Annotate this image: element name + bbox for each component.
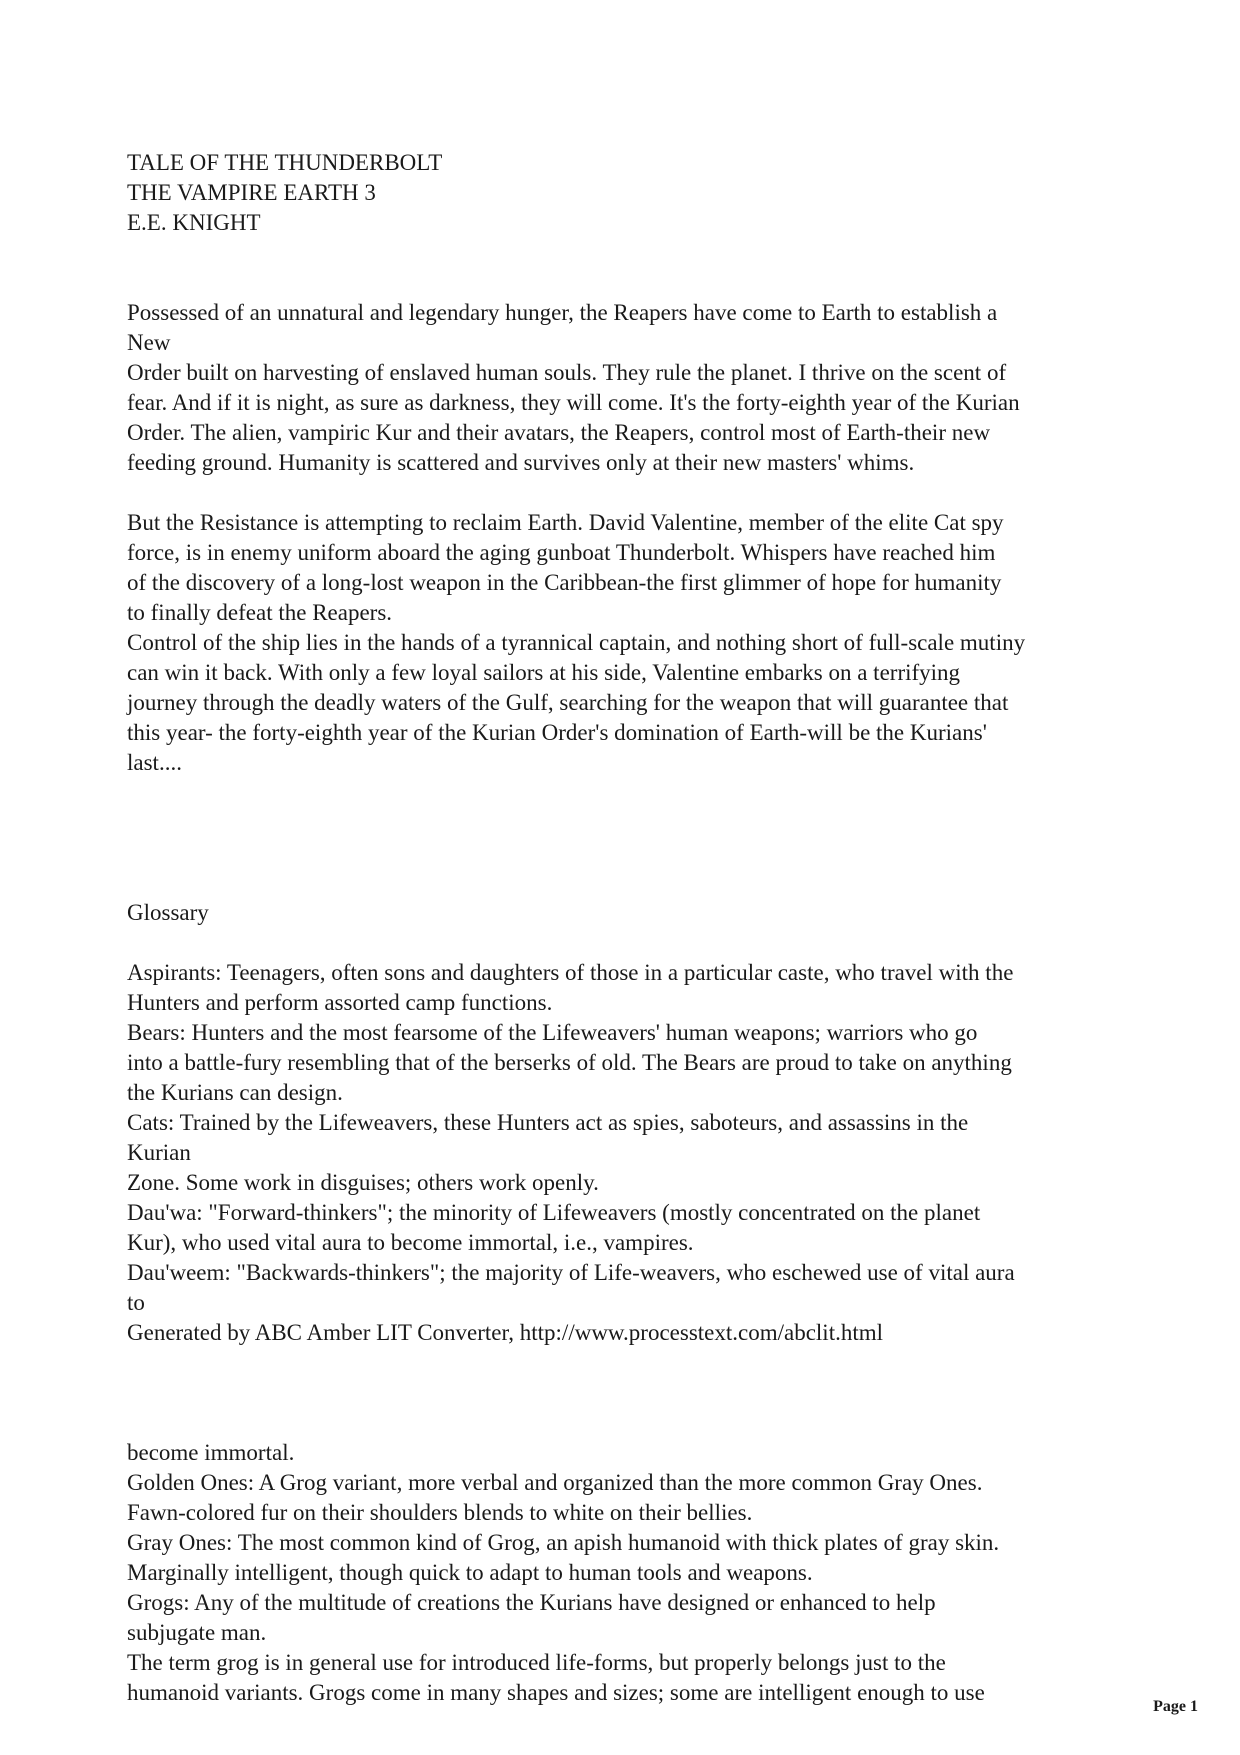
document-page [127, 148, 1127, 1708]
glossary-line: Golden Ones: A Grog variant, more verbal and organized than the more common Gray Ones. [127, 1470, 983, 1495]
glossary-line: to [127, 1290, 145, 1315]
page-number: Page 1 [1153, 1698, 1198, 1715]
glossary-line: become immortal. [127, 1440, 295, 1465]
glossary-heading: Glossary [127, 900, 209, 925]
text-line: Order. The alien, vampiric Kur and their avatars, the Reapers, control most of Earth-their new [127, 420, 991, 445]
glossary-line: humanoid variants. Grogs come in many shapes and sizes; some are intelligent enough to use [127, 1680, 985, 1705]
blurb-paragraph-2 [127, 508, 1127, 778]
text-line: journey through the deadly waters of the Gulf, searching for the weapon that will guarantee that [127, 690, 1009, 715]
author-name: E.E. KNIGHT [127, 210, 261, 235]
glossary-line: Aspirants: Teenagers, often sons and daughters of those in a particular caste, who travel with the [127, 960, 1014, 985]
text-line: to finally defeat the Reapers. [127, 600, 393, 625]
text-line: Order built on harvesting of enslaved human souls. They rule the planet. I thrive on the scent of [127, 360, 1007, 385]
text-line: fear. And if it is night, as sure as darkness, they will come. It's the forty-eighth year of the Kurian [127, 390, 1020, 415]
converter-credit: Generated by ABC Amber LIT Converter, http://www.processtext.com/abclit.html [127, 1320, 884, 1345]
book-title: TALE OF THE THUNDERBOLT [127, 150, 443, 175]
glossary-line: Marginally intelligent, though quick to adapt to human tools and weapons. [127, 1560, 813, 1585]
glossary-line: The term grog is in general use for introduced life-forms, but properly belongs just to the [127, 1650, 946, 1675]
text-line: this year- the forty-eighth year of the Kurian Order's domination of Earth-will be the Kurians' [127, 720, 987, 745]
glossary-line: Fawn-colored fur on their shoulders blends to white on their bellies. [127, 1500, 753, 1525]
glossary-line: Kur), who used vital aura to become immortal, i.e., vampires. [127, 1230, 694, 1255]
glossary-line: the Kurians can design. [127, 1080, 343, 1105]
glossary-section-2 [127, 1438, 1127, 1708]
title-block [127, 148, 1127, 238]
text-line: New [127, 330, 171, 355]
text-line: Control of the ship lies in the hands of a tyrannical captain, and nothing short of full-scale mutiny [127, 630, 1026, 655]
text-line: force, is in enemy uniform aboard the aging gunboat Thunderbolt. Whispers have reached him [127, 540, 996, 565]
text-line: of the discovery of a long-lost weapon in the Caribbean-the first glimmer of hope for humanity [127, 570, 1002, 595]
glossary-line: Gray Ones: The most common kind of Grog, an apish humanoid with thick plates of gray skin. [127, 1530, 1000, 1555]
text-line: feeding ground. Humanity is scattered and survives only at their new masters' whims. [127, 450, 915, 475]
glossary-line: into a battle-fury resembling that of the berserks of old. The Bears are proud to take on anything [127, 1050, 1012, 1075]
glossary-line: subjugate man. [127, 1620, 267, 1645]
glossary-line: Dau'wa: "Forward-thinkers"; the minority of Lifeweavers (mostly concentrated on the planet [127, 1200, 981, 1225]
blurb-paragraph-1 [127, 298, 1127, 478]
glossary-section-1 [127, 958, 1127, 1348]
glossary-line: Hunters and perform assorted camp functions. [127, 990, 553, 1015]
glossary-line: Grogs: Any of the multitude of creations the Kurians have designed or enhanced to help [127, 1590, 936, 1615]
series-title: THE VAMPIRE EARTH 3 [127, 180, 376, 205]
text-line: But the Resistance is attempting to reclaim Earth. David Valentine, member of the elite Cat spy [127, 510, 1004, 535]
text-line: last.... [127, 750, 182, 775]
glossary-line: Cats: Trained by the Lifeweavers, these Hunters act as spies, saboteurs, and assassins in the [127, 1110, 969, 1135]
text-line: can win it back. With only a few loyal sailors at his side, Valentine embarks on a terrifying [127, 660, 961, 685]
glossary-line: Dau'weem: "Backwards-thinkers"; the majority of Life-weavers, who eschewed use of vital aura [127, 1260, 1015, 1285]
glossary-line: Bears: Hunters and the most fearsome of the Lifeweavers' human weapons; warriors who go [127, 1020, 978, 1045]
glossary-line: Zone. Some work in disguises; others work openly. [127, 1170, 599, 1195]
glossary-line: Kurian [127, 1140, 191, 1165]
text-line: Possessed of an unnatural and legendary hunger, the Reapers have come to Earth to establish a [127, 300, 998, 325]
